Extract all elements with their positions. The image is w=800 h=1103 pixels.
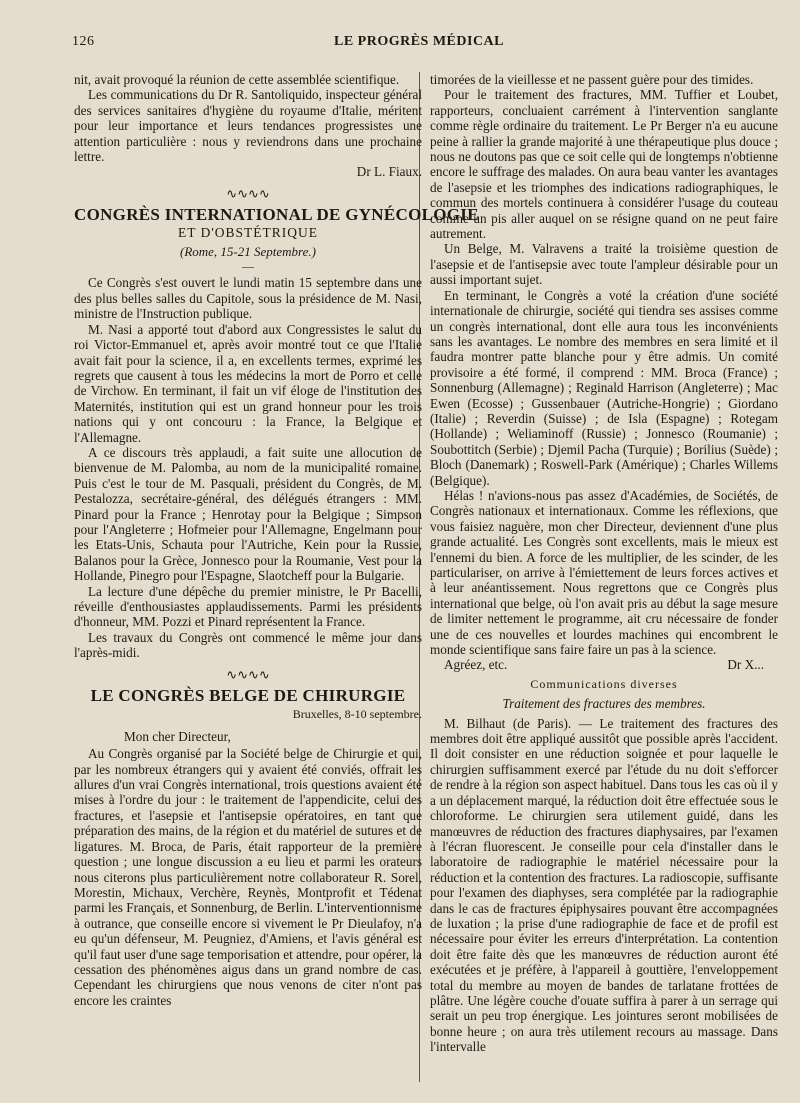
closing: Agréez, etc. [444, 657, 508, 673]
right-column [430, 72, 778, 1055]
paragraph: nit, avait provoqué la réunion de cette assemblée scientifique. [74, 72, 400, 87]
section-meta: (Rome, 15-21 Septembre.) [180, 244, 316, 260]
subsection-title: Traitement des fractures des membres. [502, 696, 706, 712]
paragraph: Un Belge, M. Valravens a traité la troisième question de l'asepsie et de l'antisepsie avec toute l'ampleur désirable pour un aussi important sujet. [430, 241, 778, 288]
paragraph: Au Congrès organisé par la Société belge de Chirurgie et qui, par les nombreux étrangers qui y avaient été conviés, offrait les allures d'un vrai Congrès international, trois questions avaient été mises à l'ordre du jour : le traitement de l'appendicite, celui des fractures, et l'asepsie et l'antisepsie opératoires, en tant que préparation des mains, de la région et du matériel de sutures et de ligatures. M. Broca, de Paris, était rapporteur de la première question ; une longue discussion a eu lieu et parmi les orateurs nous citerons plus particulièrement notre collaborateur R. Sorel, Morestin, Michaux, Verchère, Reynès, Montprofit et Tédenat parmi les Français, et Sonnenburg, de Berlin. L'interventionnisme à outrance, que conseille encore si vivement le Pr Dieulafoy, n'a eu qu'un défenseur, M. Peugniez, d'Amiens, et l'avis général est qu'il faut user d'une sage temporisation et attendre, pour opérer, la cessation des phénomènes aigus dans un grand nombre de cas. Cependant les chirurgiens que nous venons de citer n'ont pas encore les craintes [74, 746, 422, 1008]
paragraph: Hélas ! n'avions-nous pas assez d'Académies, de Sociétés, de Congrès nationaux et internationaux. Comme les réflexions, que vous faisiez naguère, mon cher Directeur, deviennent d'une plus grande actualité. Les Congrès sont excellents, mais le mieux est l'ennemi du bien. A force de les multiplier, de les scinder, de les particulariser, on arrive à l'émiettement de leurs forces actives et à leur anéantissement. Nous regrettons que ce Congrès plus international que belge, où l'on avait pris au début la sage mesure de limiter nettement le programme, ait cru nécessaire de fonder une de ces nouvelles et lourdes machines qui encombrent le monde scientifique sans faire faire un pas à la science. [430, 487, 778, 658]
closing-line [430, 657, 778, 672]
paragraph: M. Bilhaut (de Paris). — Le traitement des fractures des membres doit être appliqué aussitôt que possible après l'accident. Il doit consister en une réduction soignée et pour laquelle le chirurgien suffisamment exercé par l'étude du nu doit s'efforcer de rendre à la région son aspect habituel. Dans tous les cas où il y a un déplacement marqué, la réduction doit être effectuée sous le chloroforme. Le chirurgien sera utilement guidé, dans les manœuvres de réduction des fractures diaphysaires, par l'examen à l'écran fluorescent. Je conseille pour cela d'installer dans le laboratoire de radiographie le matériel nécessaire pour la réduction et la contention des fractures. La radioscopie, suffisante pour l'examen des diaphyses, sera complétée par la radiographie dans le cas de fractures épiphysaires pouvant être accompagnées de luxation ; la prise d'une radiographie de face et de profil est nécessaire pour éviter les erreurs d'interprétation. La contention doit être faite dès que les manœuvres de réduction auront été exécutées et je préfère, à l'appareil à gouttière, l'enveloppement total du membre au moyen de bandes de tarlatane frottées de plâtre. Une légère couche d'ouate suffira à parer à un serrage qui serait un peu trop énergique. Les jointures seront mobilisées de bonne heure ; on aura très utilement recours au massage. Dans l'intervalle [430, 715, 778, 1055]
short-dash: — [242, 259, 254, 274]
paragraph: En terminant, le Congrès a voté la création d'une société internationale de chirurgie, société qui tiendra ses assises comme un congrès international, dont elle aura tous les inconvénients sans les avantages. Le nombre des membres en sera limité et il faudra montrer patte blanche pour y être admis. Un comité provisoire a été formé, il comprend : MM. Broca (France) ; Sonnenburg (Allemagne) ; Reginald Harrison (Angleterre) ; Mac Ewen (Ecosse) ; Gussenbauer (Autriche-Hongrie) ; Giordano (Italie) ; Reverdin (Suisse) ; de Isla (Espagne) ; Rotegam (Hollande) ; Weliaminoff (Russie) ; Jonnesco (Roumanie) ; Soubottitch (Serbie) ; Djemil Pacha (Turquie) ; Borilius (Suède) ; Bloch (Danemark) ; Roswell-Park (Amérique) ; Charles Willems (Belgique). [430, 287, 778, 488]
section-heading: Communications diverses [530, 676, 678, 691]
ornament-divider: ∿∿∿∿ [226, 666, 270, 682]
signature: Dr L. Fiaux. [356, 164, 422, 180]
section-title: CONGRÈS INTERNATIONAL DE GYNÉCOLOGIE [74, 205, 479, 225]
paragraph: M. Nasi a apporté tout d'abord aux Congressistes le salut du roi Victor-Emmanuel et, après avoir montré tout ce que l'Italie avait fait pour la science, il a, en excellents termes, exprimé les regrets que causent à tous les médecins la mort de Porro et celle de Virchow. En terminant, il fait un vif éloge de l'institution des Maternités, institution qui est un grand honneur pour les trois nations qui y ont concouru : la France, la Belgique et l'Allemagne. [74, 321, 422, 445]
paragraph: A ce discours très applaudi, a fait suite une allocution de bienvenue de M. Palomba, au nom de la municipalité romaine. Puis c'est le tour de M. Pasquali, président du Congrès, de M. Pestalozza, secrétaire-général, des délégués étrangers : MM. Pinard pour la France ; Henrotay pour la Belgique ; Simpson pour l'Angleterre ; Hofmeier pour l'Allemagne, Engelmann pour les Etats-Unis, Schauta pour l'Autriche, Kein pour la Russie, Balanos pour la Grèce, Jonnesco pour la Roumanie, Vest pour la Hollande, Pinegro pour l'Espagne, Slaotcheff pour la Bulgarie. [74, 444, 422, 584]
signature: Dr X... [727, 657, 764, 673]
paragraph: La lecture d'une dépêche du premier ministre, le Pr Bacelli, réveille d'enthousiastes applaudissements. Parmi les présidents d'honneur, MM. Pozzi et Pinard représentent la France. [74, 583, 422, 630]
dateline: Bruxelles, 8-10 septembre. [292, 707, 422, 722]
ornament-divider: ∿∿∿∿ [226, 185, 270, 201]
paragraph: Les communications du Dr R. Santoliquido, inspecteur général des services sanitaires d'hygiène du royaume d'Italie, méritent pour leur importance et leurs tendances progressistes une attention particulière : nous y reviendrons dans une prochaine lettre. [74, 87, 422, 165]
salutation: Mon cher Directeur, [124, 728, 231, 744]
paragraph: Pour le traitement des fractures, MM. Tuffier et Loubet, rapporteurs, concluaient carrément à l'intervention sanglante comme règle ordinaire du traitement. Le Pr Berger n'a eu aucune peine à rallier la grande majorité à une thérapeutique plus douce ; nous ne doutons pas que ce soit celle qui de longtemps n'obtienne encore le suffrage des malades. On aura beau vanter les avantages de l'asepsie et les triomphes des indications radiographiques, le commun des mortels continuera à considérer l'usage du couteau comme un pis aller auquel on se résigne quand on ne peut faire autrement. [430, 87, 778, 242]
section-title: LE CONGRÈS BELGE DE CHIRURGIE [90, 686, 406, 706]
page-number: 126 [72, 34, 95, 49]
section-subtitle: ET D'OBSTÉTRIQUE [177, 224, 319, 240]
journal-title: LE PROGRÈS MÉDICAL [333, 34, 505, 49]
paragraph: Les travaux du Congrès ont commencé le même jour dans l'après-midi. [74, 629, 422, 661]
paragraph: Ce Congrès s'est ouvert le lundi matin 15 septembre dans une des plus belles salles du Capitole, sous la présidence de M. Nasi, ministre de l'Instruction publique. [74, 275, 422, 322]
page-header [58, 34, 780, 54]
paragraph: timorées de la vieillesse et ne passent guère pour des timides. [430, 72, 754, 87]
